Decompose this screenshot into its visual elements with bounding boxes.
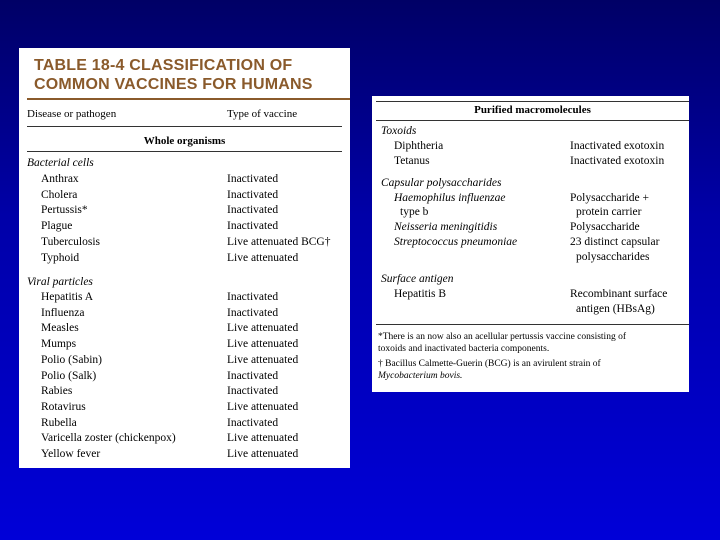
vaccine-name: Rubella	[41, 416, 77, 429]
strep-type: 23 distinct capsular	[570, 236, 660, 248]
vaccine-name: Anthrax	[41, 173, 79, 185]
vaccine-name: Rotavirus	[41, 400, 86, 413]
table-title	[34, 56, 313, 94]
vaccine-type: Live attenuated	[227, 251, 299, 264]
vaccine-name: Tuberculosis	[41, 235, 100, 248]
vaccine-type: Inactivated	[227, 291, 279, 303]
footnote-1: *There is an now also an acellular pertussis vaccine consisting of	[378, 332, 626, 342]
vaccine-name: Plague	[41, 220, 73, 233]
toxoid-type: Inactivated exotoxin	[570, 140, 665, 152]
haemophilus-name-cont: type b	[400, 206, 429, 218]
section-divider	[376, 120, 689, 121]
footnote-divider	[376, 324, 689, 325]
vaccine-name: Influenza	[41, 306, 85, 319]
hepb-name: Hepatitis B	[394, 288, 447, 300]
toxoid-name: Diphtheria	[394, 140, 444, 152]
vaccine-name: Polio (Salk)	[41, 369, 97, 382]
vaccine-type: Live attenuated	[227, 338, 299, 351]
haemophilus-name: Haemophilus influenzae	[394, 192, 506, 204]
haemophilus-type-cont: protein carrier	[576, 206, 642, 218]
toxoid-name: Tetanus	[394, 155, 430, 167]
neisseria-name: Neisseria meningitidis	[394, 221, 498, 233]
vaccine-table-continued-panel	[372, 96, 689, 392]
vaccine-type: Inactivated	[227, 385, 279, 398]
vaccine-name: Polio (Sabin)	[41, 353, 103, 366]
vaccine-name: Rabies	[41, 385, 73, 398]
strep-type-cont: polysaccharides	[576, 251, 650, 263]
hepb-type-cont: antigen (HBsAg)	[576, 303, 655, 315]
header-divider	[27, 126, 342, 127]
hepb-type: Recombinant surface	[570, 288, 668, 300]
vaccine-type: Inactivated	[227, 306, 279, 319]
vaccine-type: Inactivated	[227, 188, 279, 201]
section-divider	[27, 151, 342, 152]
vaccine-type: Inactivated	[227, 416, 279, 429]
vaccine-type: Live attenuated BCG†	[227, 235, 331, 248]
vaccine-name: Mumps	[41, 338, 77, 351]
vaccine-type: Inactivated	[227, 220, 279, 233]
vaccine-type: Inactivated	[227, 173, 279, 185]
vaccine-type: Inactivated	[227, 204, 279, 217]
vaccine-name: Cholera	[41, 188, 78, 201]
toxoids-heading: Toxoids	[381, 125, 417, 137]
section-purified: Purified macromolecules	[474, 104, 591, 116]
vaccine-type: Live attenuated	[227, 353, 299, 366]
table-title-line-2: COMMON VACCINES FOR HUMANS	[34, 76, 313, 93]
vaccine-type: Live attenuated	[227, 432, 299, 445]
vaccine-type: Live attenuated	[227, 322, 299, 335]
title-rule	[27, 98, 350, 100]
footnote-1-cont: toxoids and inactivated bacteria components.	[378, 344, 550, 354]
neisseria-type: Polysaccharide	[570, 221, 640, 233]
top-divider	[376, 101, 689, 102]
section-whole-organisms: Whole organisms	[143, 135, 226, 147]
vaccine-name: Varicella zoster (chickenpox)	[41, 432, 176, 445]
vaccine-name: Hepatitis A	[41, 291, 94, 303]
table-title-line-1: TABLE 18-4 CLASSIFICATION OF	[34, 57, 293, 74]
footnote-2-cont: Mycobacterium bovis.	[378, 371, 463, 381]
vaccine-type: Live attenuated	[227, 400, 299, 413]
surface-heading: Surface antigen	[381, 273, 454, 285]
column-header-disease: Disease or pathogen	[27, 108, 117, 120]
vaccine-type: Inactivated	[227, 369, 279, 382]
vaccine-name: Measles	[41, 322, 79, 335]
strep-name: Streptococcus pneumoniae	[394, 236, 518, 248]
bacterial-heading: Bacterial cells	[27, 157, 94, 169]
vaccine-table-panel	[19, 48, 350, 468]
footnote-2: † Bacillus Calmette-Guerin (BCG) is an avirulent strain of	[378, 359, 601, 369]
column-header-type: Type of vaccine	[227, 108, 298, 120]
capsular-heading: Capsular polysaccharides	[381, 177, 502, 189]
toxoid-type: Inactivated exotoxin	[570, 155, 665, 167]
vaccine-name: Typhoid	[41, 251, 80, 264]
haemophilus-type: Polysaccharide +	[570, 192, 649, 204]
viral-heading: Viral particles	[27, 276, 93, 288]
vaccine-type: Live attenuated	[227, 448, 299, 460]
vaccine-name: Pertussis*	[41, 204, 88, 217]
vaccine-name: Yellow fever	[41, 448, 101, 460]
